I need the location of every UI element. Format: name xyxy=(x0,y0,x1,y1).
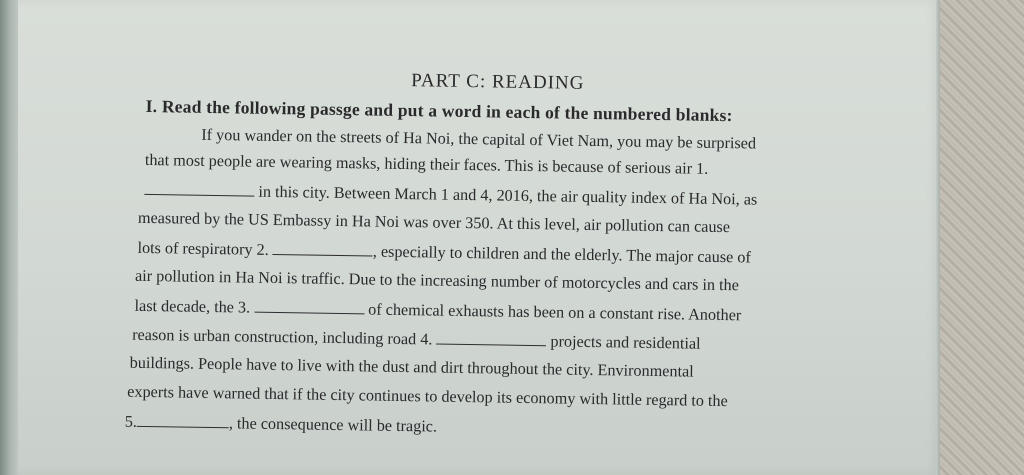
section-title: PART C: READING xyxy=(411,70,585,94)
passage-line: experts have warned that if the city continues to develop its economy with little regard to the xyxy=(127,382,728,411)
blank-3[interactable] xyxy=(254,298,364,315)
passage-line xyxy=(137,238,751,268)
passage-line: measured by the US Embassy in Ha Noi was over 350. At this level, air pollution can cause xyxy=(137,208,731,237)
exercise-instruction: I. Read the following passge and put a word in each of the numbered blanks: xyxy=(145,95,733,126)
blank-1[interactable] xyxy=(144,180,254,197)
passage-line: If you wander on the streets of Ha Noi, the capital of Viet Nam, you may be surprised xyxy=(201,125,757,153)
passage-line: buildings. People have to live with the dust and dirt throughout the city. Environmental xyxy=(129,353,694,381)
passage-text: in this city. Between March 1 and 4, 2016, the air quality index of Ha Noi, as xyxy=(258,182,758,209)
blank-5[interactable] xyxy=(137,412,229,428)
passage-line: air pollution in Ha Noi is traffic. Due to the increasing number of motorcycles and cars in the xyxy=(134,266,740,295)
passage-line xyxy=(125,412,438,437)
passage-line: that most people are wearing masks, hiding their faces. This is because of serious air 1. xyxy=(144,150,709,178)
passage-line xyxy=(144,180,757,210)
passage-text: 5. xyxy=(124,412,138,431)
passage-text: projects and residential xyxy=(550,332,701,353)
blank-4[interactable] xyxy=(436,330,546,347)
passage-text: of chemical exhausts has been on a constant rise. Another xyxy=(368,300,742,325)
passage-line xyxy=(134,296,741,326)
passage-text: lots of respiratory 2. xyxy=(137,238,269,259)
passage-text: reason is urban construction, including road 4. xyxy=(132,325,433,349)
passage-line xyxy=(132,325,701,354)
passage-text: , especially to children and the elderly. The major cause of xyxy=(372,242,751,267)
passage-text: last decade, the 3. xyxy=(134,296,251,317)
passage-text: , the consequence will be tragic. xyxy=(228,414,438,436)
blank-2[interactable] xyxy=(273,240,373,257)
